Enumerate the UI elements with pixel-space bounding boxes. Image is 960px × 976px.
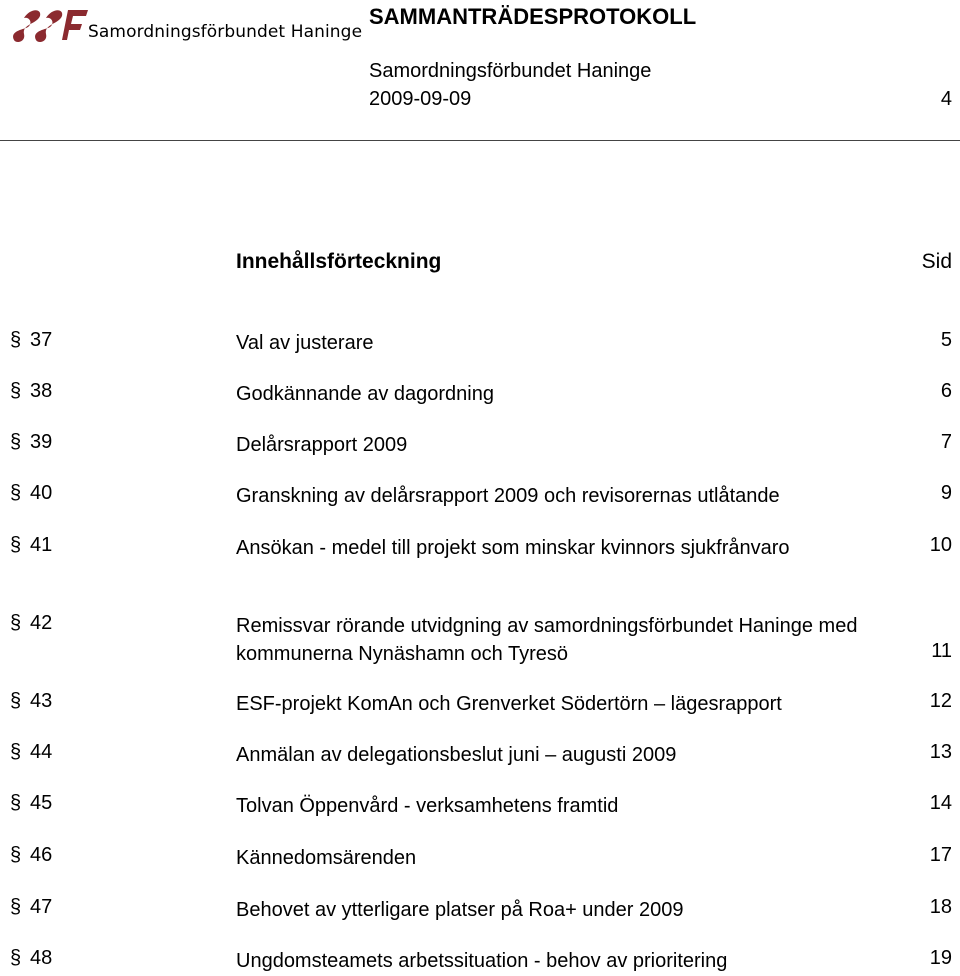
sfh-logo-mark-icon <box>10 2 90 46</box>
toc-item-title: Godkännande av dagordning <box>236 383 494 405</box>
meeting-date: 2009-09-09 <box>369 88 472 110</box>
organization-name: Samordningsförbundet Haninge <box>369 60 652 82</box>
section-symbol: § <box>10 380 22 402</box>
section-symbol: § <box>10 792 22 814</box>
toc-item-number: 47 <box>30 896 53 918</box>
toc-item-title: Val av justerare <box>236 332 374 354</box>
toc-item-title: Tolvan Öppenvård - verksamhetens framtid <box>236 795 619 817</box>
page-number: 4 <box>940 88 952 110</box>
toc-item-number: 43 <box>30 690 53 712</box>
toc-item-number: 44 <box>30 741 53 763</box>
toc-item-number: 48 <box>30 947 53 969</box>
toc-item-title: Delårsrapport 2009 <box>236 434 408 456</box>
toc-item-page: 13 <box>929 741 952 763</box>
toc-item-number: 37 <box>30 329 53 351</box>
toc-item-number: 46 <box>30 844 53 866</box>
toc-item-title: Granskning av delårsrapport 2009 och revisorernas utlåtande <box>236 485 780 507</box>
toc-item-page: 9 <box>940 482 952 504</box>
section-symbol: § <box>10 482 22 504</box>
toc-item-page: 17 <box>929 844 952 866</box>
section-symbol: § <box>10 947 22 969</box>
toc-item-page: 10 <box>929 534 952 556</box>
section-symbol: § <box>10 329 22 351</box>
section-symbol: § <box>10 844 22 866</box>
header-divider <box>0 140 960 141</box>
toc-page-column-header: Sid <box>921 250 952 273</box>
toc-item-page: 6 <box>940 380 952 402</box>
toc-item-title: Ansökan - medel till projekt som minskar kvinnors sjukfrånvaro <box>236 537 790 559</box>
toc-item-number: 42 <box>30 612 53 634</box>
toc-item-page: 5 <box>940 329 952 351</box>
toc-item-title: Kännedomsärenden <box>236 847 417 869</box>
toc-item-number: 41 <box>30 534 53 556</box>
toc-item-title: Remissvar rörande utvidgning av samordningsförbundet Haninge med kommunerna Nynäshamn och Tyresö <box>236 615 858 665</box>
toc-item-title: Anmälan av delegationsbeslut juni – augusti 2009 <box>236 744 677 766</box>
toc-item-number: 45 <box>30 792 53 814</box>
toc-item-title: ESF-projekt KomAn och Grenverket Södertörn – lägesrapport <box>236 693 782 715</box>
document-type: SAMMANTRÄDESPROTOKOLL <box>369 4 697 29</box>
toc-item-page: 11 <box>931 640 952 662</box>
section-symbol: § <box>10 431 22 453</box>
toc-item-page: 14 <box>929 792 952 814</box>
section-symbol: § <box>10 896 22 918</box>
toc-item-page: 18 <box>929 896 952 918</box>
toc-item-number: 39 <box>30 431 53 453</box>
logo-text: Samordningsförbundet Haninge <box>88 22 363 42</box>
section-symbol: § <box>10 741 22 763</box>
section-symbol: § <box>10 612 22 634</box>
toc-item-number: 38 <box>30 380 53 402</box>
toc-item-title: Behovet av ytterligare platser på Roa+ under 2009 <box>236 899 684 921</box>
toc-item-number: 40 <box>30 482 53 504</box>
toc-item-title: Ungdomsteamets arbetssituation - behov av prioritering <box>236 950 728 972</box>
section-symbol: § <box>10 690 22 712</box>
toc-item-page: 12 <box>929 690 952 712</box>
toc-title: Innehållsförteckning <box>236 250 442 273</box>
toc-item-page: 19 <box>929 947 952 969</box>
section-symbol: § <box>10 534 22 556</box>
toc-item-page: 7 <box>940 431 952 453</box>
